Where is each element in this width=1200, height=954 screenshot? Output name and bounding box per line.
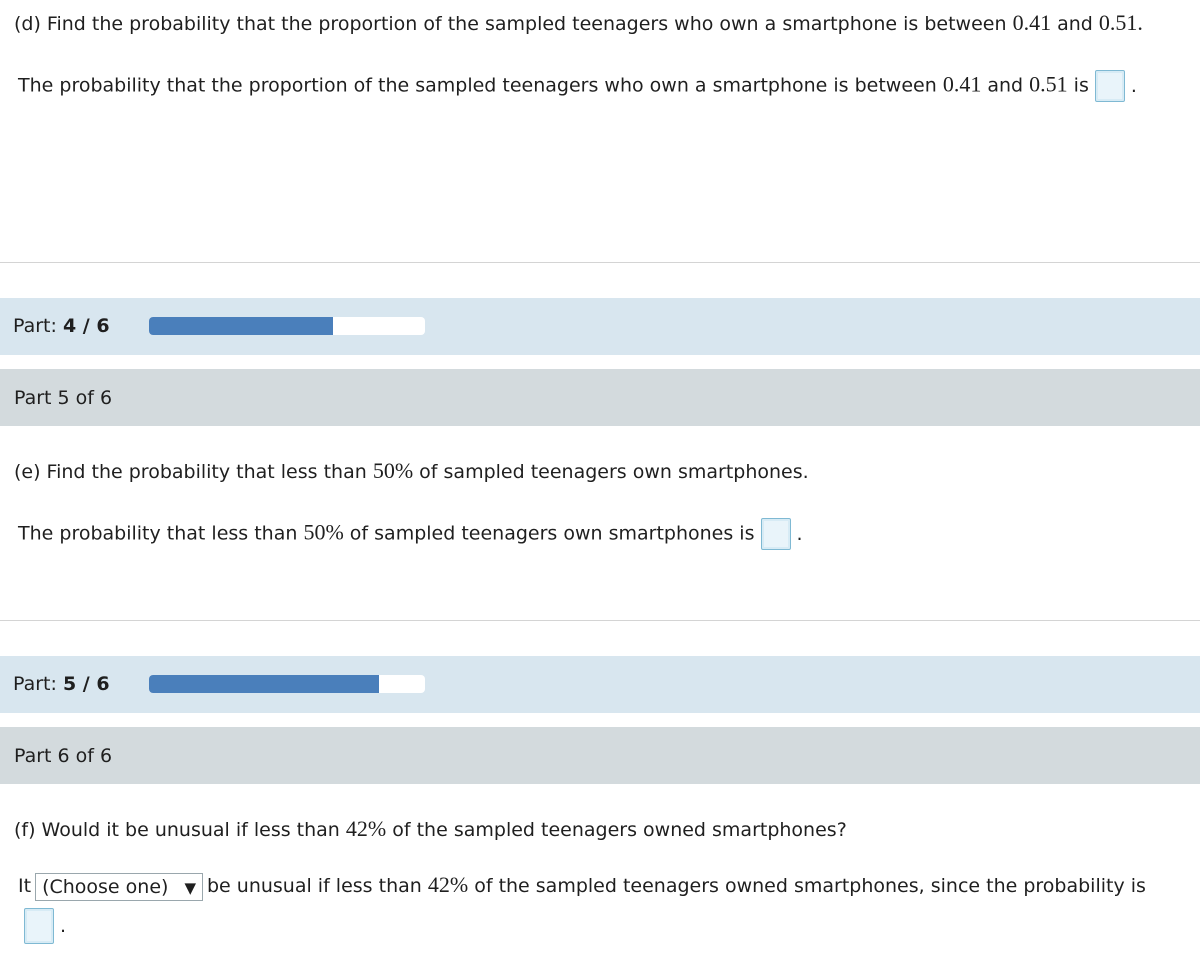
- part-f-answer-input[interactable]: [24, 908, 54, 944]
- progress-bar-fill: [149, 317, 333, 335]
- part-e-answer-line: The probability that less than 50% of sampled teenagers own smartphones is .: [18, 518, 803, 550]
- part-d-answer-line: The probability that the proportion of the sampled teenagers who own a smartphone is between 0.41 and 0.51 is .: [18, 70, 1137, 102]
- part-f-answer-line: It (Choose one) ▼ be unusual if less than 42% of the sampled teenagers owned smartphones, since the probability is: [18, 872, 1146, 901]
- part-5-header: Part 5 of 6: [0, 369, 1200, 426]
- part-e-question: (e) Find the probability that less than 50% of sampled teenagers own smartphones.: [14, 458, 809, 483]
- progress-label: Part: 5 / 6: [13, 673, 110, 695]
- progress-bar-fill: [149, 675, 379, 693]
- part-d-answer-input[interactable]: [1095, 70, 1125, 102]
- progress-row-5: [0, 656, 1200, 713]
- divider: [0, 262, 1200, 263]
- progress-bar: [149, 675, 425, 693]
- part-f-question: (f) Would it be unusual if less than 42% of the sampled teenagers owned smartphones?: [14, 816, 847, 841]
- progress-row-4: [0, 298, 1200, 355]
- dropdown-arrow-icon: ▼: [184, 878, 196, 897]
- part-d-question: (d) Find the probability that the proportion of the sampled teenagers who own a smartphone is between 0.41 and 0.51.: [14, 10, 1143, 35]
- progress-label: Part: 4 / 6: [13, 315, 110, 337]
- choose-one-dropdown[interactable]: (Choose one) ▼: [35, 873, 203, 901]
- part-e-answer-input[interactable]: [761, 518, 791, 550]
- progress-bar: [149, 317, 425, 335]
- divider: [0, 620, 1200, 621]
- part-f-answer-line-2: .: [24, 908, 66, 944]
- part-6-header: Part 6 of 6: [0, 727, 1200, 784]
